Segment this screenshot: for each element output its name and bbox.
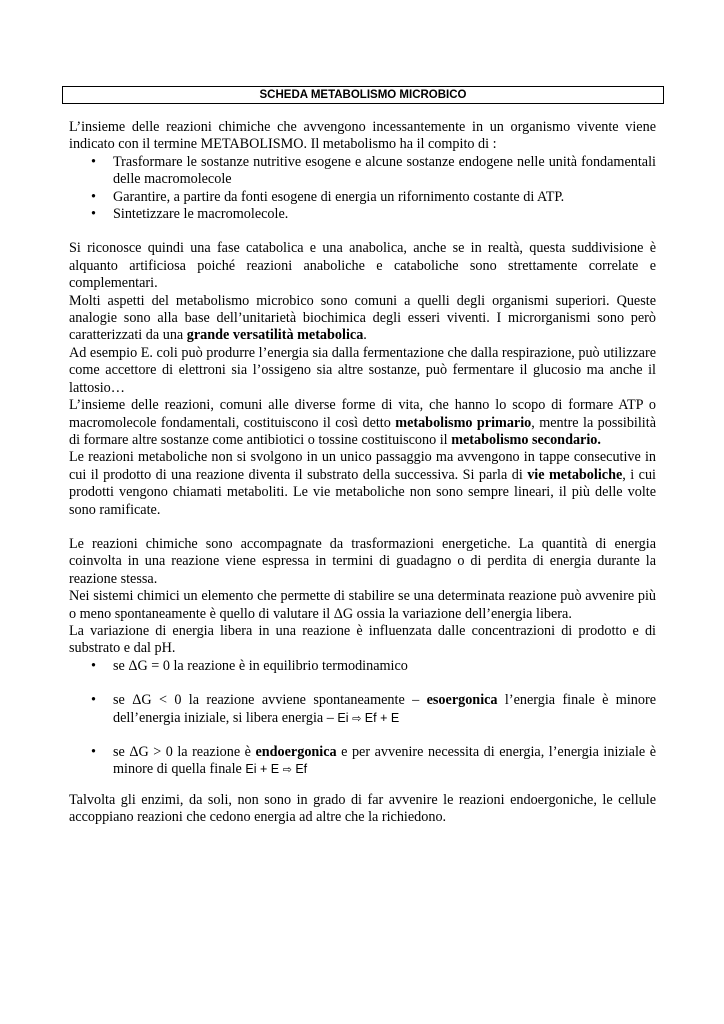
phases-paragraph: Si riconosce quindi una fase catabolica e una anabolica, anche se in realtà, questa suddivisione è alquanto artificiosa poiché reazioni anaboliche e cataboliche sono strettamente correlate e complementari. — [69, 240, 656, 292]
document-title: SCHEDA METABOLISMO MICROBICO — [62, 86, 664, 104]
energy-paragraph: Le reazioni chimiche sono accompagnate da trasformazioni energetiche. La quantità di energia coinvolta in una reazione viene espressa in termini di guadagno o di perdita di energia durante la reazione stessa. — [69, 535, 656, 587]
list-item: • se ΔG > 0 la reazione è endoergonica e per avvenire necessita di energia, l’energia iniziale è minore di quella finale Ei + E ⇨ Ef — [69, 744, 656, 779]
list-item: • Garantire, a partire da fonti esogene di energia un rifornimento costante di ATP. — [69, 189, 656, 206]
systems-paragraph: Nei sistemi chimici un elemento che permette di stabilire se una determinata reazione può avvenire più o meno spontaneamente è quello di valutare il ΔG ossia la variazione dell’energia libera. — [69, 588, 656, 622]
pathways-paragraph: Le reazioni metaboliche non si svolgono in un unico passaggio ma avvengono in tappe consecutive in cui il prodotto di una reazione diventa il substrato della successiva. Si parla di vie metaboliche, i cui prodotti vengono chiamati metaboliti. Le vie metaboliche non sono sempre lineari, il più delle volte sono ramificate. — [69, 449, 656, 518]
free-energy-paragraph: La variazione di energia libera in una reazione è influenzata dalle concentrazioni di prodotto e di substrato e dal pH. — [69, 622, 656, 657]
delta-g-list — [69, 658, 656, 779]
arrow-right-icon: ⇨ — [282, 763, 292, 777]
task-list — [69, 154, 656, 224]
final-paragraph: Talvolta gli enzimi, da soli, non sono in grado di far avvenire le reazioni endoergoniche, le cellule accoppiano reazioni che cedono energia ad altre che la richiedono. — [69, 791, 656, 826]
list-item: • Trasformare le sostanze nutritive esogene e alcune sostanze endogene nelle unità fondamentali delle macromolecole — [69, 154, 656, 189]
primary-metabolism-paragraph: L’insieme delle reazioni, comuni alle diverse forme di vita, che hanno lo scopo di formare ATP o macromolecole fondamentali, costituiscono il così detto metabolismo primario, mentre la possibilità di formare altre sostanze come antibiotici o tossine costituiscono il metabolismo secondario. — [69, 397, 656, 448]
list-item: • se ΔG = 0 la reazione è in equilibrio termodinamico — [69, 658, 656, 675]
intro-paragraph: L’insieme delle reazioni chimiche che avvengono incessantemente in un organismo vivente viene indicato con il termine METABOLISMO. Il metabolismo ha il compito di : — [69, 119, 656, 153]
ecoli-paragraph: Ad esempio E. coli può produrre l’energia sia dalla fermentazione che dalla respirazione, può utilizzare come accettore di elettroni sia l’ossigeno sia altre sostanze, può fermentare il glucosio ma anche il lattosio… — [69, 344, 656, 396]
list-item: • se ΔG < 0 la reazione avviene spontaneamente – esoergonica l’energia finale è minore dell’energia iniziale, si libera energia – Ei ⇨ Ef + E — [69, 692, 656, 727]
aspects-paragraph: Molti aspetti del metabolismo microbico sono comuni a quelli degli organismi superiori. Queste analogie sono alla base dell’unitarietà biochimica degli esseri viventi. I microrganismi sono però caratterizzati da una grande versatilità metabolica. — [69, 292, 656, 344]
document-body — [69, 119, 656, 827]
arrow-right-icon: ⇨ — [352, 711, 362, 725]
list-item: • Sintetizzare le macromolecole. — [69, 206, 656, 223]
